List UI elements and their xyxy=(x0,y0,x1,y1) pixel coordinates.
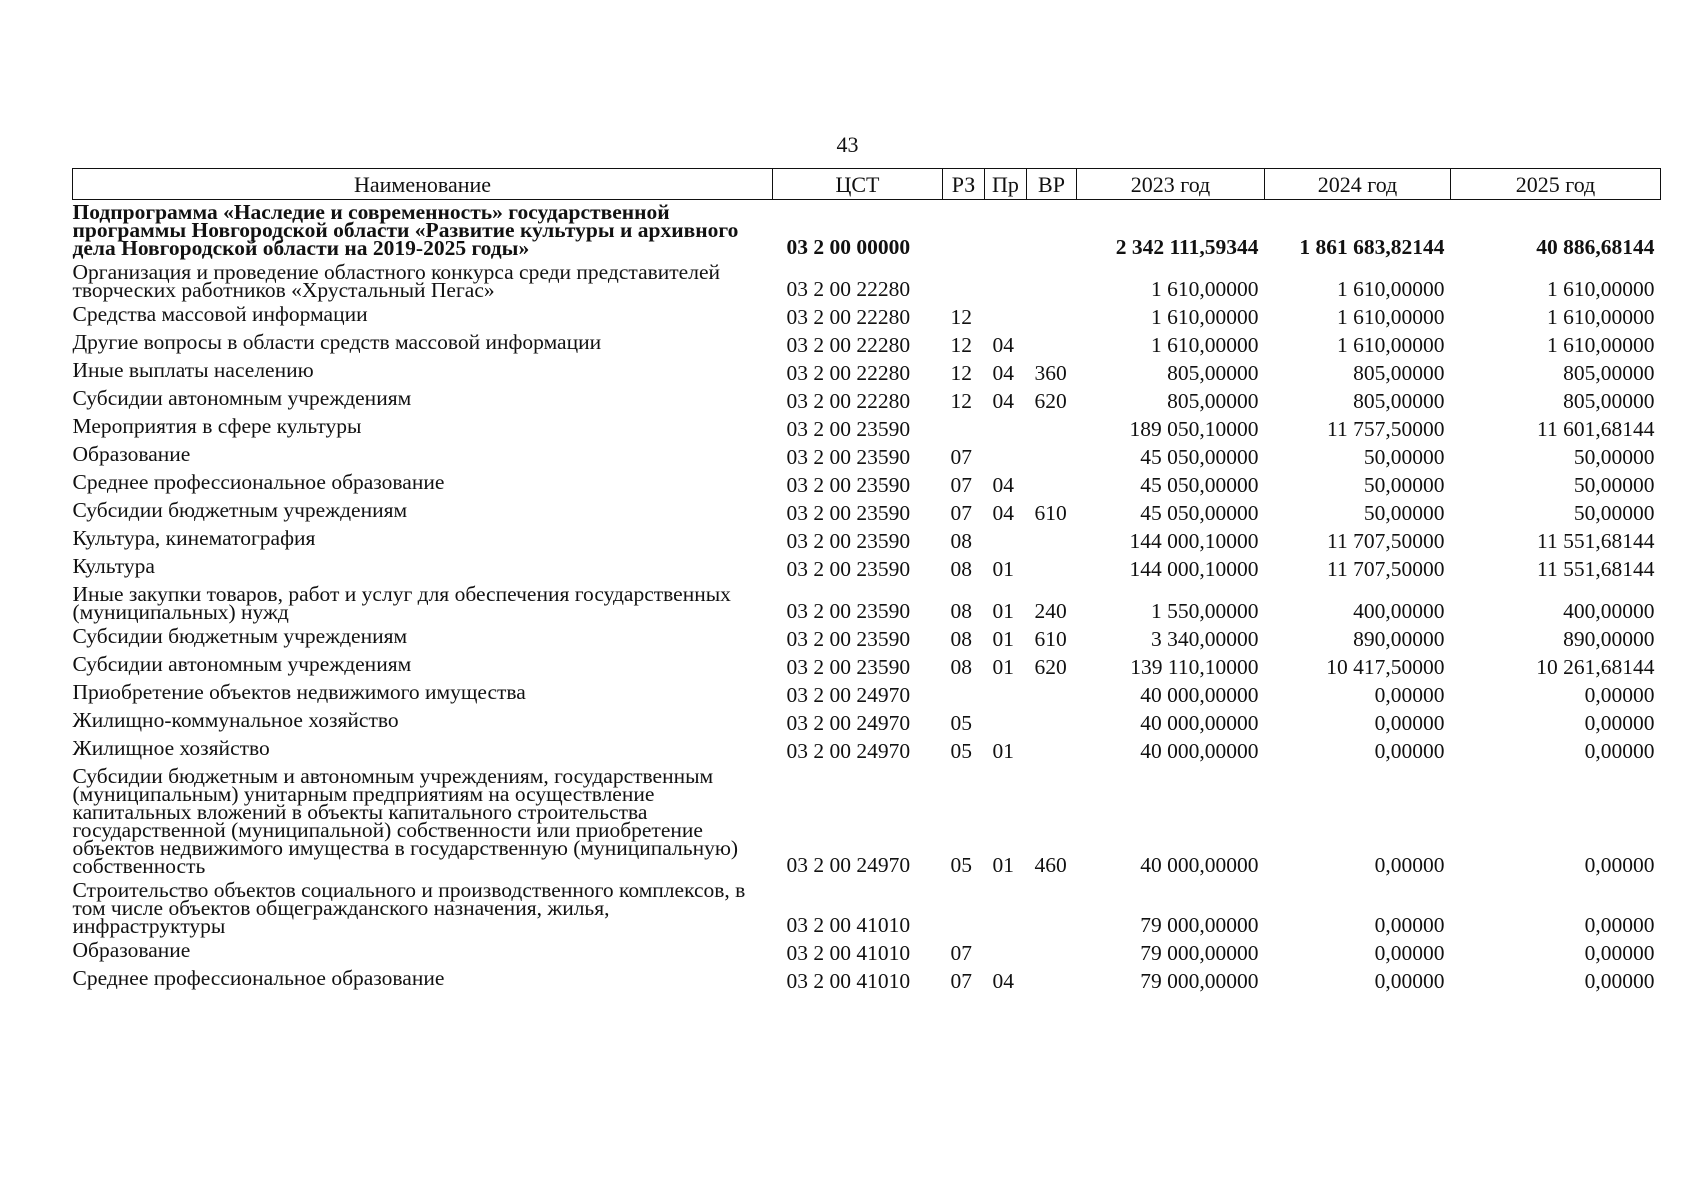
table-body xyxy=(73,200,1661,995)
cell-rz: 07 xyxy=(950,473,972,497)
cell-2023: 144 000,10000 xyxy=(1129,557,1259,581)
cell-vr: 620 xyxy=(1034,655,1067,679)
cell-2025: 0,00000 xyxy=(1584,853,1655,877)
cell-2023: 45 050,00000 xyxy=(1140,445,1259,469)
cell-vr xyxy=(1027,414,1077,442)
cell-rz xyxy=(943,200,985,261)
budget-table xyxy=(72,168,1661,994)
cell-2024: 0,00000 xyxy=(1374,853,1445,877)
cell-2025: 1 610,00000 xyxy=(1547,277,1655,301)
cell-2023: 40 000,00000 xyxy=(1140,853,1259,877)
cell-cst: 03 2 00 23590 xyxy=(786,599,911,623)
cell-rz: 05 xyxy=(950,711,972,735)
cell-name: Жилищно-коммунальное хозяйство xyxy=(72,708,399,732)
cell-rz xyxy=(943,878,985,938)
cell-2024: 1 610,00000 xyxy=(1337,277,1445,301)
cell-vr: 610 xyxy=(1034,627,1067,651)
cell-cst: 03 2 00 23590 xyxy=(786,655,911,679)
cell-2023: 189 050,10000 xyxy=(1129,417,1259,441)
cell-cst: 03 2 00 23590 xyxy=(786,627,911,651)
cell-2023: 139 110,10000 xyxy=(1130,655,1259,679)
cell-cst: 03 2 00 41010 xyxy=(786,941,911,965)
cell-name: Образование xyxy=(72,442,191,466)
cell-name: Приобретение объектов недвижимого имущества xyxy=(72,680,526,704)
cell-2024: 10 417,50000 xyxy=(1326,655,1445,679)
cell-pr: 04 xyxy=(992,333,1014,357)
cell-pr: 01 xyxy=(992,853,1014,877)
header-cst: ЦСТ xyxy=(773,169,943,200)
cell-pr: 04 xyxy=(992,473,1014,497)
cell-cst: 03 2 00 22280 xyxy=(786,333,911,357)
cell-rz: 08 xyxy=(950,627,972,651)
cell-pr xyxy=(985,414,1027,442)
cell-vr xyxy=(1027,260,1077,302)
cell-name: Среднее профессиональное образование xyxy=(72,470,445,494)
cell-2025: 890,00000 xyxy=(1563,627,1655,651)
cell-rz: 12 xyxy=(950,333,972,357)
cell-2025: 0,00000 xyxy=(1584,683,1655,707)
cell-name: Подпрограмма «Наследие и современность» государственной программы Новгородской области «Развитие культуры и архивного дела Новгородской области на 2019-2025 годы» xyxy=(72,200,739,260)
cell-vr: 460 xyxy=(1034,853,1067,877)
cell-2025: 0,00000 xyxy=(1584,711,1655,735)
cell-rz xyxy=(943,680,985,708)
cell-cst: 03 2 00 24970 xyxy=(786,739,911,763)
cell-name: Иные закупки товаров, работ и услуг для обеспечения государственных (муниципальных) нужд xyxy=(72,582,731,624)
cell-2024: 11 757,50000 xyxy=(1327,417,1445,441)
cell-2025: 11 551,68144 xyxy=(1537,529,1655,553)
table-row xyxy=(73,582,1661,624)
cell-vr xyxy=(1027,708,1077,736)
table-row xyxy=(73,470,1661,498)
table-row xyxy=(73,302,1661,330)
header-vr: ВР xyxy=(1027,169,1077,200)
cell-cst: 03 2 00 22280 xyxy=(786,305,911,329)
cell-vr xyxy=(1027,878,1077,938)
cell-cst: 03 2 00 23590 xyxy=(786,417,911,441)
cell-2023: 40 000,00000 xyxy=(1140,683,1259,707)
cell-2025: 805,00000 xyxy=(1563,389,1655,413)
cell-vr xyxy=(1027,442,1077,470)
cell-2024: 50,00000 xyxy=(1363,473,1445,497)
cell-2023: 79 000,00000 xyxy=(1140,969,1259,993)
cell-rz: 08 xyxy=(950,599,972,623)
table-row xyxy=(73,708,1661,736)
cell-2024: 11 707,50000 xyxy=(1327,557,1445,581)
cell-cst: 03 2 00 41010 xyxy=(786,913,911,937)
cell-pr xyxy=(985,302,1027,330)
cell-pr xyxy=(985,200,1027,261)
table-row xyxy=(73,938,1661,966)
cell-pr: 01 xyxy=(992,599,1014,623)
cell-2023: 1 610,00000 xyxy=(1151,277,1259,301)
cell-2024: 1 861 683,82144 xyxy=(1299,235,1445,259)
cell-vr: 610 xyxy=(1034,501,1067,525)
cell-cst: 03 2 00 24970 xyxy=(786,711,911,735)
cell-2024: 0,00000 xyxy=(1374,711,1445,735)
cell-name: Организация и проведение областного конкурса среди представителей творческих работников «Хрустальный Пегас» xyxy=(72,260,720,302)
cell-pr xyxy=(985,708,1027,736)
table-row xyxy=(73,652,1661,680)
cell-2023: 1 610,00000 xyxy=(1151,305,1259,329)
cell-pr xyxy=(985,878,1027,938)
cell-rz xyxy=(943,414,985,442)
cell-2025: 1 610,00000 xyxy=(1547,333,1655,357)
cell-name: Среднее профессиональное образование xyxy=(72,966,445,990)
cell-pr: 01 xyxy=(992,655,1014,679)
cell-rz: 08 xyxy=(950,529,972,553)
cell-2024: 1 610,00000 xyxy=(1337,333,1445,357)
cell-name: Иные выплаты населению xyxy=(72,358,314,382)
cell-2025: 50,00000 xyxy=(1573,501,1655,525)
cell-vr xyxy=(1027,526,1077,554)
cell-name: Субсидии бюджетным учреждениям xyxy=(72,498,408,522)
cell-pr: 04 xyxy=(992,361,1014,385)
cell-cst: 03 2 00 23590 xyxy=(786,445,911,469)
cell-name: Субсидии автономным учреждениям xyxy=(72,386,412,410)
cell-2025: 50,00000 xyxy=(1573,445,1655,469)
cell-name: Культура xyxy=(72,554,155,578)
cell-2024: 0,00000 xyxy=(1374,969,1445,993)
cell-2025: 0,00000 xyxy=(1584,739,1655,763)
cell-cst: 03 2 00 22280 xyxy=(786,389,911,413)
cell-vr xyxy=(1027,470,1077,498)
cell-2023: 45 050,00000 xyxy=(1140,473,1259,497)
cell-2025: 50,00000 xyxy=(1573,473,1655,497)
cell-pr xyxy=(985,680,1027,708)
cell-rz: 05 xyxy=(950,739,972,763)
cell-cst: 03 2 00 23590 xyxy=(786,501,911,525)
cell-2025: 0,00000 xyxy=(1584,913,1655,937)
cell-2023: 805,00000 xyxy=(1167,389,1259,413)
cell-2024: 50,00000 xyxy=(1363,445,1445,469)
cell-vr xyxy=(1027,302,1077,330)
cell-cst: 03 2 00 00000 xyxy=(786,235,911,259)
cell-cst: 03 2 00 22280 xyxy=(786,361,911,385)
cell-pr xyxy=(985,260,1027,302)
cell-pr: 01 xyxy=(992,557,1014,581)
cell-2024: 0,00000 xyxy=(1374,739,1445,763)
cell-2025: 400,00000 xyxy=(1563,599,1655,623)
cell-cst: 03 2 00 22280 xyxy=(786,277,911,301)
cell-vr: 240 xyxy=(1034,599,1067,623)
cell-name: Мероприятия в сфере культуры xyxy=(72,414,362,438)
cell-2023: 79 000,00000 xyxy=(1140,941,1259,965)
cell-2023: 79 000,00000 xyxy=(1140,913,1259,937)
header-name: Наименование xyxy=(73,169,773,200)
cell-rz: 08 xyxy=(950,557,972,581)
cell-2023: 1 550,00000 xyxy=(1151,599,1259,623)
cell-cst: 03 2 00 24970 xyxy=(786,683,911,707)
table-row xyxy=(73,386,1661,414)
table-row xyxy=(73,200,1661,261)
cell-pr xyxy=(985,938,1027,966)
cell-2025: 1 610,00000 xyxy=(1547,305,1655,329)
cell-vr xyxy=(1027,680,1077,708)
page-number: 43 xyxy=(836,132,859,157)
cell-vr xyxy=(1027,966,1077,994)
cell-2025: 11 601,68144 xyxy=(1537,417,1655,441)
cell-2024: 890,00000 xyxy=(1353,627,1445,651)
cell-vr xyxy=(1027,938,1077,966)
cell-vr xyxy=(1027,200,1077,261)
header-2025: 2025 год xyxy=(1451,169,1661,200)
header-rz: РЗ xyxy=(943,169,985,200)
cell-rz: 12 xyxy=(950,389,972,413)
cell-2025: 0,00000 xyxy=(1584,969,1655,993)
table-row xyxy=(73,680,1661,708)
table-row xyxy=(73,878,1661,938)
cell-2023: 1 610,00000 xyxy=(1151,333,1259,357)
cell-2025: 11 551,68144 xyxy=(1537,557,1655,581)
header-2024: 2024 год xyxy=(1265,169,1451,200)
cell-cst: 03 2 00 23590 xyxy=(786,529,911,553)
cell-name: Субсидии бюджетным учреждениям xyxy=(72,624,408,648)
cell-2023: 45 050,00000 xyxy=(1140,501,1259,525)
cell-2023: 40 000,00000 xyxy=(1140,739,1259,763)
cell-pr xyxy=(985,442,1027,470)
cell-name: Жилищное хозяйство xyxy=(72,736,270,760)
cell-rz: 12 xyxy=(950,305,972,329)
cell-2024: 11 707,50000 xyxy=(1327,529,1445,553)
cell-cst: 03 2 00 41010 xyxy=(786,969,911,993)
cell-name: Субсидии бюджетным и автономным учреждениям, государственным (муниципальным) унитарным предприятиям на осуществление капитальных вложений в объекты капитального строительства государственной (муниципальной) собственности или приобретение объектов недвижимого имущества в государственную (муниципальную) собственность xyxy=(72,764,739,878)
cell-rz: 07 xyxy=(950,501,972,525)
cell-2024: 805,00000 xyxy=(1353,389,1445,413)
table-row xyxy=(73,764,1661,878)
cell-cst: 03 2 00 23590 xyxy=(786,473,911,497)
cell-pr: 04 xyxy=(992,389,1014,413)
cell-rz: 05 xyxy=(950,853,972,877)
cell-vr xyxy=(1027,736,1077,764)
table-header-row xyxy=(73,169,1661,200)
cell-vr xyxy=(1027,554,1077,582)
cell-name: Средства массовой информации xyxy=(72,302,368,326)
cell-cst: 03 2 00 24970 xyxy=(786,853,911,877)
table-row xyxy=(73,330,1661,358)
cell-2024: 0,00000 xyxy=(1374,913,1445,937)
cell-pr: 01 xyxy=(992,739,1014,763)
cell-pr: 01 xyxy=(992,627,1014,651)
table-row xyxy=(73,414,1661,442)
cell-vr xyxy=(1027,330,1077,358)
cell-name: Культура, кинематография xyxy=(72,526,316,550)
table-row xyxy=(73,442,1661,470)
cell-2024: 805,00000 xyxy=(1353,361,1445,385)
cell-vr: 360 xyxy=(1034,361,1067,385)
cell-pr xyxy=(985,526,1027,554)
cell-2023: 2 342 111,59344 xyxy=(1115,235,1259,259)
cell-2023: 40 000,00000 xyxy=(1140,711,1259,735)
table-row xyxy=(73,554,1661,582)
cell-rz: 07 xyxy=(950,969,972,993)
cell-rz: 07 xyxy=(950,941,972,965)
cell-2025: 805,00000 xyxy=(1563,361,1655,385)
table-row xyxy=(73,624,1661,652)
table-row xyxy=(73,526,1661,554)
header-pr: Пр xyxy=(985,169,1027,200)
cell-2024: 1 610,00000 xyxy=(1337,305,1445,329)
cell-2024: 400,00000 xyxy=(1353,599,1445,623)
cell-2025: 40 886,68144 xyxy=(1536,235,1655,259)
cell-2023: 3 340,00000 xyxy=(1151,627,1259,651)
header-2023: 2023 год xyxy=(1077,169,1265,200)
cell-pr: 04 xyxy=(992,969,1014,993)
cell-name: Другие вопросы в области средств массовой информации xyxy=(72,330,602,354)
cell-2024: 0,00000 xyxy=(1374,683,1445,707)
cell-name: Строительство объектов социального и производственного комплексов, в том числе объектов общегражданского назначения, жилья, инфраструктуры xyxy=(72,878,746,938)
cell-name: Образование xyxy=(72,938,191,962)
cell-2023: 144 000,10000 xyxy=(1129,529,1259,553)
cell-pr: 04 xyxy=(992,501,1014,525)
cell-name: Субсидии автономным учреждениям xyxy=(72,652,412,676)
table-row xyxy=(73,736,1661,764)
cell-rz: 07 xyxy=(950,445,972,469)
cell-rz: 12 xyxy=(950,361,972,385)
table-row xyxy=(73,498,1661,526)
cell-2025: 0,00000 xyxy=(1584,941,1655,965)
cell-rz: 08 xyxy=(950,655,972,679)
table-row xyxy=(73,260,1661,302)
cell-2023: 805,00000 xyxy=(1167,361,1259,385)
cell-2025: 10 261,68144 xyxy=(1536,655,1655,679)
cell-rz xyxy=(943,260,985,302)
table-row xyxy=(73,966,1661,994)
cell-cst: 03 2 00 23590 xyxy=(786,557,911,581)
cell-2024: 0,00000 xyxy=(1374,941,1445,965)
cell-vr: 620 xyxy=(1034,389,1067,413)
table-row xyxy=(73,358,1661,386)
cell-2024: 50,00000 xyxy=(1363,501,1445,525)
